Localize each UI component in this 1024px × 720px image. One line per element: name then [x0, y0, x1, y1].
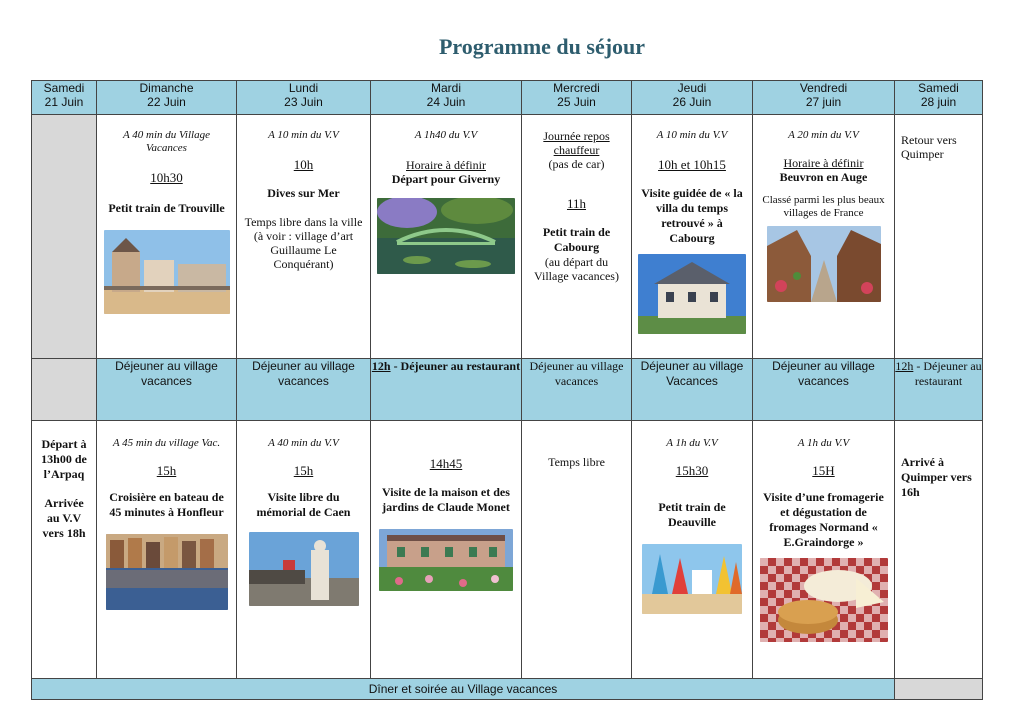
day-name: Samedi [918, 81, 959, 95]
monet-house-photo [379, 529, 513, 591]
beuvron-village-photo [767, 226, 881, 302]
lunch-friday: Déjeuner au village vacances [753, 359, 895, 421]
distance-note: A 45 min du village Vac. [112, 437, 221, 449]
header-day [632, 81, 753, 115]
free-time-note: Temps libre [548, 455, 605, 469]
lunch-place: - Déjeuner au restaurant [913, 359, 982, 388]
distance-note: A 1h du V.V [666, 437, 718, 449]
header-day [32, 81, 97, 115]
activity-note: Classé parmi les plus beaux villages de France [762, 194, 885, 219]
morning-monday [237, 115, 371, 359]
arrival-note: Arrivée au V.V vers 18h [42, 496, 86, 540]
lunch-time: 12h [895, 359, 914, 373]
arrival-note: Arrivé à Quimper vers 16h [901, 455, 972, 499]
day-date: 27 juin [805, 95, 842, 109]
day-date: 24 Juin [426, 95, 466, 109]
afternoon-monday [237, 421, 371, 679]
activity-title: Petit train de Trouville [108, 201, 225, 215]
lunch-sunday: Déjeuner au village vacances [97, 359, 237, 421]
distance-note: A 20 min du V.V [788, 129, 859, 141]
time-label: Horaire à définir [406, 158, 486, 172]
morning-thursday [632, 115, 753, 359]
activity-title: Visite guidée de « la villa du temps retrouvé » à Cabourg [641, 186, 743, 245]
morning-saturday-28 [895, 115, 983, 359]
time-label: Horaire à définir [783, 156, 864, 170]
activity-title: Visite d’une fromagerie et dégustation de fromages Normand « E.Graindorge » [763, 490, 884, 549]
day-date: 26 Juin [672, 95, 712, 109]
header-day [895, 81, 983, 115]
time-label: 15h [156, 463, 177, 478]
villa-photo [638, 254, 746, 334]
lunch-tuesday [371, 359, 522, 421]
header-day [97, 81, 237, 115]
empty-cell [895, 679, 983, 700]
day-name: Jeudi [677, 81, 707, 95]
deauville-photo [642, 544, 742, 614]
activity-title: Dives sur Mer [267, 186, 340, 200]
morning-tuesday [371, 115, 522, 359]
day-date: 21 Juin [44, 95, 84, 109]
activity-title: Petit train de Cabourg [542, 225, 611, 254]
afternoon-friday [753, 421, 895, 679]
day-name: Lundi [288, 81, 319, 95]
distance-note: A 10 min du V.V [656, 129, 728, 141]
day-name: Mercredi [553, 81, 600, 95]
lunch-time: 12h [371, 359, 391, 373]
day-name: Samedi [43, 81, 85, 95]
trouville-photo [104, 230, 230, 314]
activity-title: Visite de la maison et des jardins de Claude Monet [382, 485, 510, 514]
afternoon-saturday-28 [895, 421, 983, 679]
afternoon-sunday [97, 421, 237, 679]
day-name: Mardi [430, 81, 461, 95]
header-row [32, 81, 983, 115]
rest-day-label: Journée repos chauffeur [543, 129, 610, 157]
morning-sunday [97, 115, 237, 359]
departure-note: Départ à 13h00 de l’Arpaq [41, 437, 87, 481]
dinner-note: Dîner et soirée au Village vacances [32, 679, 895, 700]
distance-note: A 40 min du V.V [268, 437, 339, 449]
afternoon-saturday-21 [32, 421, 97, 679]
day-name: Dimanche [139, 81, 194, 95]
activity-note: (au départ du Village vacances) [534, 255, 619, 283]
morning-row [32, 115, 983, 359]
distance-note: A 1h du V.V [797, 437, 850, 449]
cheese-photo [760, 558, 888, 642]
activity-title: Visite libre du mémorial de Caen [256, 490, 351, 519]
caen-memorial-photo [249, 532, 359, 606]
lunch-thursday: Déjeuner au village Vacances [632, 359, 753, 421]
afternoon-wednesday [522, 421, 632, 679]
lunch-monday: Déjeuner au village vacances [237, 359, 371, 421]
activity-note: Temps libre dans la ville (à voir : village d’art Guillaume Le Conquérant) [244, 215, 363, 271]
time-label: 15h [293, 463, 314, 478]
day-name: Vendredi [799, 81, 848, 95]
honfleur-photo [106, 534, 228, 610]
footer-row [32, 679, 983, 700]
day-date: 28 juin [920, 95, 957, 109]
lunch-wednesday: Déjeuner au village vacances [522, 359, 632, 421]
day-date: 25 Juin [557, 95, 596, 109]
activity-title: Petit train de Deauville [658, 500, 726, 529]
day-date: 22 Juin [147, 95, 186, 109]
activity-title: Beuvron en Auge [779, 170, 868, 184]
distance-note: A 10 min du V.V [268, 129, 339, 141]
return-note: Retour vers Quimper [901, 133, 957, 161]
time-label: 10h et 10h15 [658, 157, 726, 172]
time-label: 11h [566, 196, 587, 211]
time-label: 14h45 [429, 456, 463, 471]
time-label: 10h [293, 157, 314, 172]
programme-table [31, 80, 983, 700]
page-title: Programme du séjour [438, 34, 646, 59]
empty-cell [32, 115, 97, 359]
lunch-saturday-28 [895, 359, 983, 421]
morning-friday [753, 115, 895, 359]
header-day [237, 81, 371, 115]
header-day [753, 81, 895, 115]
morning-wednesday [522, 115, 632, 359]
distance-note: A 40 min du Village Vacances [123, 129, 210, 154]
no-bus-note: (pas de car) [548, 157, 605, 171]
time-label: 15H [812, 463, 835, 478]
time-label: 15h30 [675, 463, 709, 478]
afternoon-thursday [632, 421, 753, 679]
lunch-row [32, 359, 983, 421]
empty-cell [32, 359, 97, 421]
afternoon-tuesday [371, 421, 522, 679]
header-day [371, 81, 522, 115]
day-date: 23 Juin [284, 95, 323, 109]
distance-note: A 1h40 du V.V [414, 129, 478, 141]
lunch-place: - Déjeuner au restaurant [390, 359, 521, 373]
activity-title: Croisière en bateau de 45 minutes à Honfleur [109, 490, 224, 519]
giverny-bridge-photo [377, 198, 515, 274]
header-day [522, 81, 632, 115]
time-label: 10h30 [150, 170, 183, 185]
afternoon-row [32, 421, 983, 679]
activity-title: Départ pour Giverny [391, 172, 501, 186]
